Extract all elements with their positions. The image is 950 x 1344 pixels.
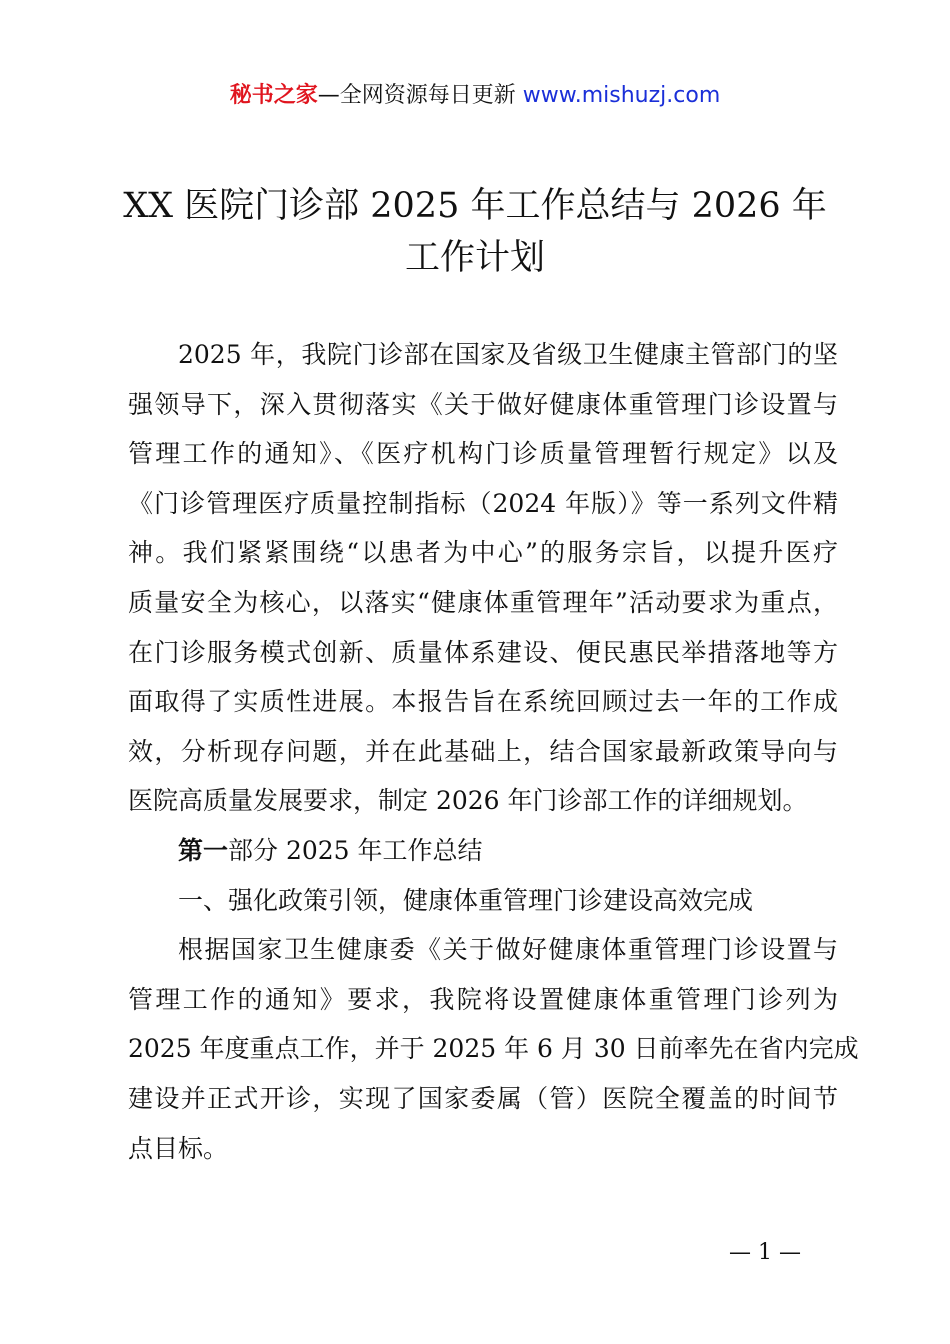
part-heading-prefix: 第一 (178, 835, 229, 865)
page-number: — 1 — (729, 1240, 801, 1265)
paragraph-line: 《门诊管理医疗质量控制指标（2024 年版）》等一系列文件精 (128, 488, 838, 518)
paragraph-line: 质量安全为核心，以落实“健康体重管理年”活动要求为重点， (128, 587, 838, 617)
document-body (128, 330, 859, 1173)
site-banner (0, 80, 950, 112)
paragraph-line: 管理工作的通知》、《医疗机构门诊质量管理暂行规定》以及 (128, 439, 838, 469)
paragraph-line: 2025 年度重点工作，并于 2025 年 6 月 30 日前率先在省内完成 (128, 1034, 859, 1064)
part-heading (128, 826, 838, 876)
paragraph-line: 建设并正式开诊，实现了国家委属（管）医院全覆盖的时间节 (128, 1083, 838, 1113)
intro-paragraph (128, 330, 838, 826)
banner-slogan: —全网资源每日更新 (317, 83, 516, 108)
section-heading: 一、强化政策引领，健康体重管理门诊建设高效完成 (178, 885, 754, 915)
section-paragraph (128, 925, 859, 1173)
paragraph-line: 医院高质量发展要求，制定 2026 年门诊部工作的详细规划。 (128, 786, 808, 816)
paragraph-line: 在门诊服务模式创新、质量体系建设、便民惠民举措落地等方 (128, 637, 838, 667)
paragraph-line: 面取得了实质性进展。本报告旨在系统回顾过去一年的工作成 (128, 687, 838, 717)
paragraph-line: 强领导下，深入贯彻落实《关于做好健康体重管理门诊设置与 (128, 389, 838, 419)
paragraph-line: 神。我们紧紧围绕“以患者为中心”的服务宗旨，以提升医疗 (128, 538, 838, 568)
banner-url-link[interactable]: www.mishuzj.com (522, 83, 721, 108)
title-line-2: 工作计划 (404, 238, 545, 278)
paragraph-line: 点目标。 (128, 1133, 229, 1163)
part-heading-text: 部分 2025 年工作总结 (228, 835, 483, 865)
paragraph-line: 根据国家卫生健康委《关于做好健康体重管理门诊设置与 (178, 935, 838, 965)
paragraph-line: 2025 年，我院门诊部在国家及省级卫生健康主管部门的坚 (178, 340, 838, 369)
paragraph-line: 管理工作的通知》要求，我院将设置健康体重管理门诊列为 (128, 984, 838, 1014)
document-title (60, 180, 890, 284)
paragraph-line: 效，分析现存问题，并在此基础上，结合国家最新政策导向与 (128, 736, 838, 766)
title-line-1: XX 医院门诊部 2025 年工作总结与 2026 年 (123, 186, 827, 226)
banner-brand: 秘书之家 (229, 83, 318, 108)
